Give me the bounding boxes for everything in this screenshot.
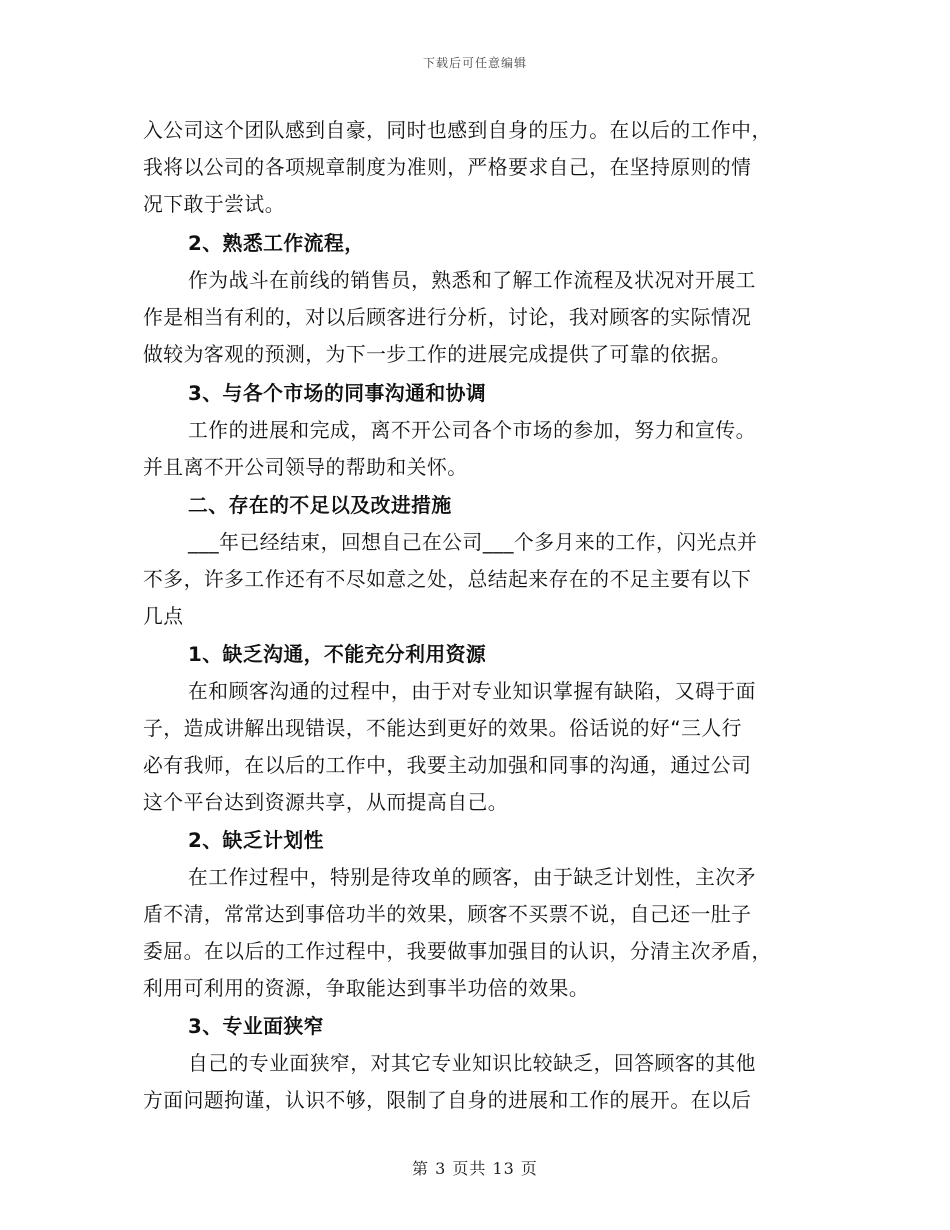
body-line: 不多，许多工作还有不尽如意之处，总结起来存在的不足主要有以下	[143, 568, 752, 591]
body-line: ___年已经结束，回想自己在公司___个多月来的工作，闪光点并	[188, 531, 758, 554]
body-line: 委屈。在以后的工作过程中，我要做事加强目的认识，分清主次矛盾，	[143, 940, 772, 963]
page-footer: 第 3 页共 13 页	[412, 1159, 538, 1178]
section-heading: 3、与各个市场的同事沟通和协调	[188, 382, 487, 405]
body-line: 工作的进展和完成，离不开公司各个市场的参加，努力和宣传。	[188, 419, 756, 442]
body-line: 做较为客观的预测，为下一步工作的进展完成提供了可靠的依据。	[143, 343, 732, 366]
body-line: 作为战斗在前线的销售员，熟悉和了解工作流程及状况对开展工	[188, 269, 756, 292]
body-line: 利用可利用的资源，争取能达到事半功倍的效果。	[143, 977, 590, 1000]
body-line: 必有我师，在以后的工作中，我要主动加强和同事的沟通，通过公司	[143, 754, 752, 777]
body-line: 并且离不开公司领导的帮助和关怀。	[143, 456, 468, 479]
body-line: 几点	[143, 605, 184, 628]
body-line: 自己的专业面狭窄，对其它专业知识比较缺乏，回答顾客的其他	[188, 1052, 756, 1075]
body-line: 我将以公司的各项规章制度为准则，严格要求自己，在坚持原则的情	[143, 156, 752, 179]
page-header: 下载后可任意编辑	[422, 56, 527, 70]
section-heading: 二、存在的不足以及改进措施	[188, 494, 452, 517]
section-heading: 3、专业面狭窄	[188, 1015, 324, 1038]
body-line: 方面问题拘谨，认识不够，限制了自身的进展和工作的展开。在以后	[143, 1089, 752, 1112]
body-line: 况下敢于尝试。	[143, 193, 285, 216]
body-line: 在和顾客沟通的过程中，由于对专业知识掌握有缺陷，又碍于面	[188, 680, 756, 703]
section-heading: 1、缺乏沟通，不能充分利用资源	[188, 643, 487, 666]
body-line: 这个平台达到资源共享，从而提高自己。	[143, 791, 509, 814]
body-line: 入公司这个团队感到自豪，同时也感到自身的压力。在以后的工作中，	[143, 119, 772, 142]
section-heading: 2、缺乏计划性	[188, 829, 324, 852]
body-line: 在工作过程中，特别是待攻单的顾客，由于缺乏计划性，主次矛	[188, 866, 756, 889]
section-heading: 2、熟悉工作流程，	[188, 232, 365, 255]
body-line: 子，造成讲解出现错误，不能达到更好的效果。俗话说的好“三人行	[143, 717, 742, 740]
body-line: 作是相当有利的，对以后顾客进行分析，讨论，我对顾客的实际情况	[143, 306, 752, 329]
body-line: 盾不清，常常达到事倍功半的效果，顾客不买票不说，自己还一肚子	[143, 903, 752, 926]
